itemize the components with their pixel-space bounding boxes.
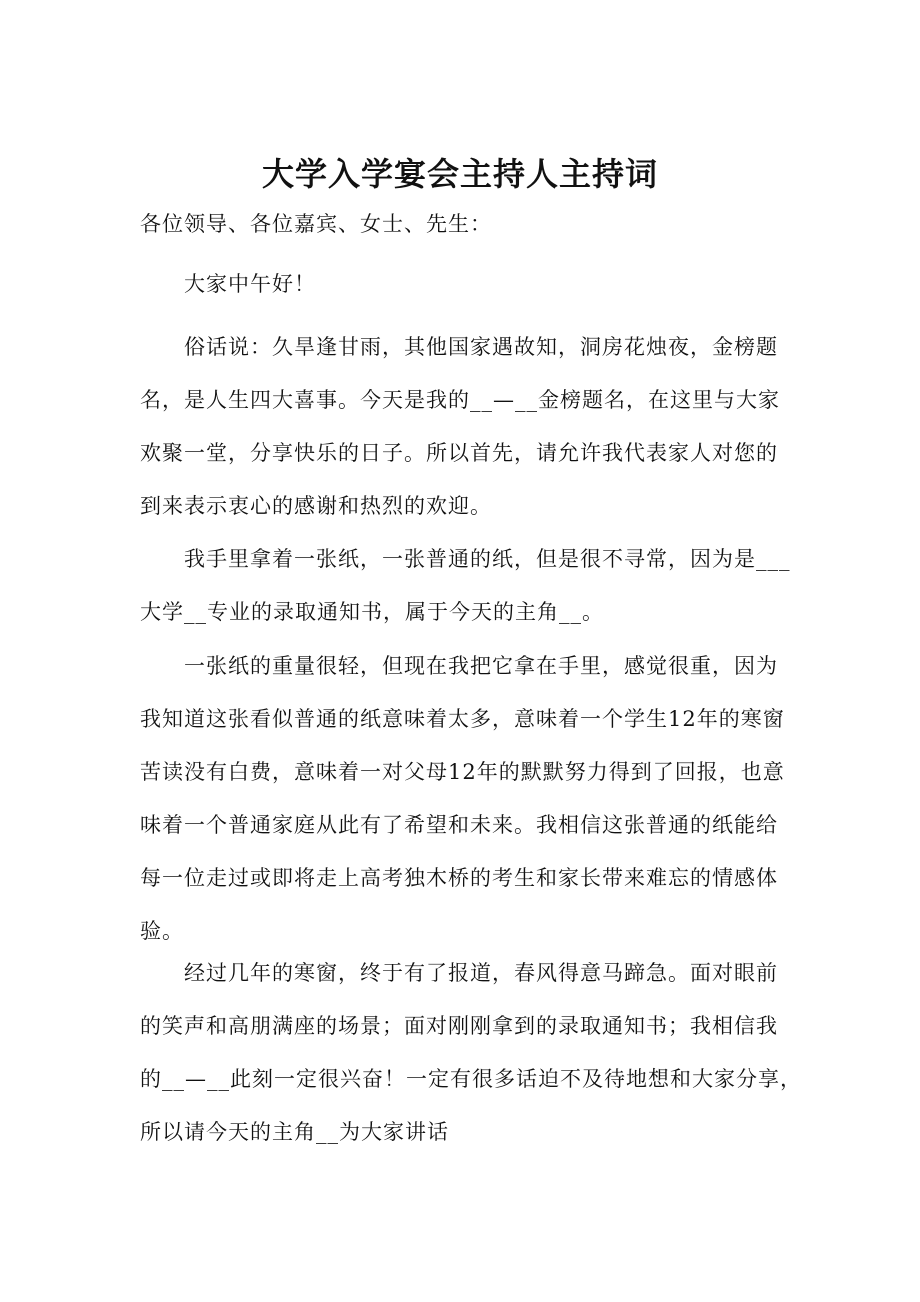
- paragraph-line: 苦读没有白费，意味着一对父母12年的默默努力得到了回报，也意: [140, 760, 785, 784]
- document-title: 大学入学宴会主持人主持词: [261, 155, 658, 193]
- paragraph-1: [140, 331, 790, 543]
- paragraph-line: 的笑声和高朋满座的场景；面对刚刚拿到的录取通知书；我相信我: [140, 1014, 778, 1038]
- paragraph-line: 欢聚一堂，分享快乐的日子。所以首先，请允许我代表家人对您的: [140, 441, 778, 465]
- paragraph-line: 一张纸的重量很轻，但现在我把它拿在手里，感觉很重，因为: [184, 654, 778, 678]
- paragraph-line: 我知道这张看似普通的纸意味着太多，意味着一个学生12年的寒窗: [140, 707, 785, 731]
- paragraph-line: 经过几年的寒窗，终于有了报道，春风得意马蹄急。面对眼前: [184, 961, 778, 985]
- greeting-line: 大家中午好！: [184, 272, 316, 296]
- paragraph-line: 俗话说：久旱逢甘雨，其他国家遇故知，洞房花烛夜，金榜题: [184, 335, 778, 359]
- paragraph-line: 每一位走过或即将走上高考独木桥的考生和家长带来难忘的情感体: [140, 866, 778, 890]
- paragraph-4: [140, 957, 802, 1169]
- paragraph-line: 到来表示衷心的感谢和热烈的欢迎。: [140, 494, 492, 518]
- paragraph-line: 验。: [140, 919, 184, 943]
- paragraph-3: [140, 650, 790, 968]
- paragraph-2: [140, 543, 790, 649]
- paragraph-line: 味着一个普通家庭从此有了希望和未来。我相信这张普通的纸能给: [140, 813, 778, 837]
- paragraph-line: 大学__专业的录取通知书，属于今天的主角__。: [140, 600, 604, 624]
- paragraph-line: 的__—__此刻一定很兴奋！一定有很多话迫不及待地想和大家分享，: [140, 1067, 802, 1091]
- greeting-paragraph: [140, 268, 790, 300]
- paragraph-line: 我手里拿着一张纸，一张普通的纸，但是很不寻常，因为是___: [184, 547, 791, 571]
- salutation: 各位领导、各位嘉宾、女士、先生：: [140, 212, 492, 236]
- paragraph-line: 名，是人生四大喜事。今天是我的__—__金榜题名，在这里与大家: [140, 388, 780, 412]
- paragraph-line: 所以请今天的主角__为大家讲话: [140, 1120, 449, 1144]
